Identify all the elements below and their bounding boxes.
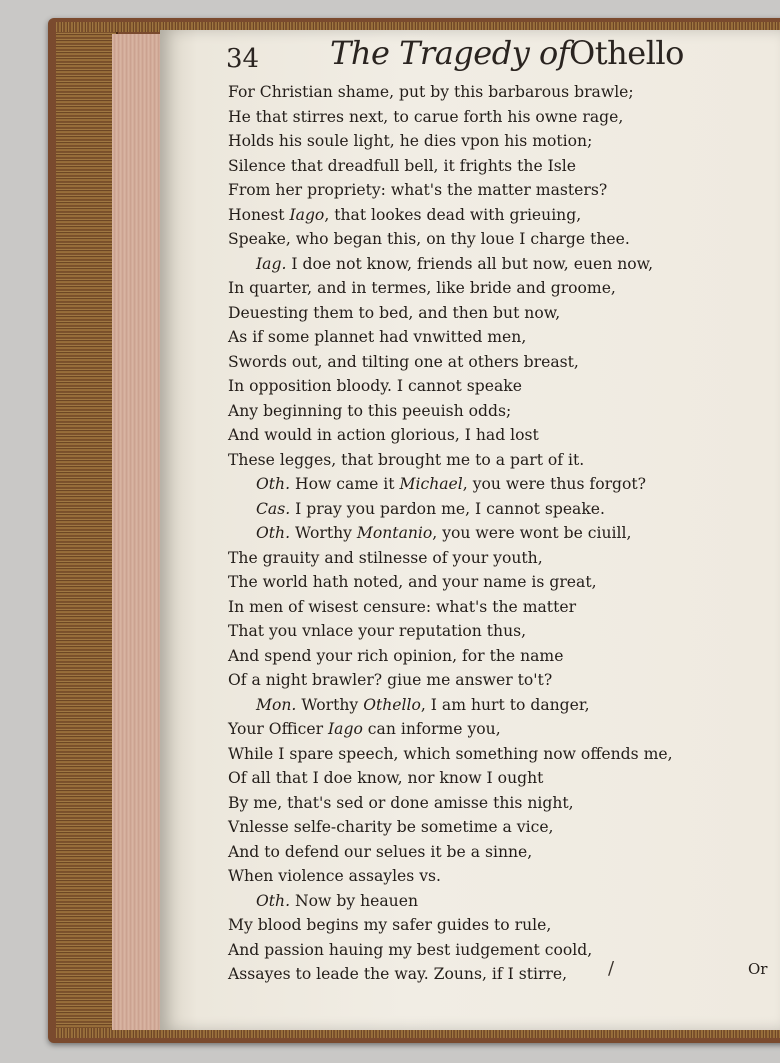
speaker-prefix: Cas. — [256, 499, 296, 518]
line-text: Deuesting them to bed, and then but now, — [228, 303, 561, 322]
line-text: I pray you pardon me, I cannot speake. — [295, 499, 605, 518]
line-text: He that stirres next, to carue forth his owne rage, — [228, 107, 624, 126]
line-text: I doe not know, friends all but now, euen now, — [291, 254, 654, 273]
line-text: Silence that dreadfull bell, it frights the Isle — [228, 156, 577, 175]
text-line — [228, 374, 768, 399]
line-text: That you vnlace your reputation thus, — [228, 622, 527, 640]
line-text: Swords out, and tilting one at others breast, — [228, 352, 579, 371]
text-line — [228, 325, 768, 350]
text-line — [228, 938, 768, 963]
text-line — [228, 864, 768, 889]
line-text: While I spare speech, which something now offends me, — [228, 744, 673, 763]
line-text: Any beginning to this peeuish odds; — [228, 401, 512, 420]
text-line — [228, 815, 768, 840]
gilt-border-left — [56, 24, 118, 1036]
line-text: Of a night brawler? giue me answer to't? — [228, 671, 553, 689]
title-name: Othello — [569, 34, 684, 72]
text-line — [228, 962, 768, 987]
text-line — [228, 105, 768, 130]
line-text: Worthy Montanio, you were wont be ciuill, — [295, 524, 632, 542]
text-line — [228, 129, 768, 154]
line-text: And would in action glorious, I had lost — [228, 426, 539, 444]
text-line — [228, 619, 768, 644]
speaker-prefix: Iag. — [256, 254, 292, 273]
text-line — [228, 668, 768, 693]
page-number: 34 — [226, 44, 260, 74]
pencil-mark: / — [608, 958, 615, 979]
line-text: And spend your rich opinion, for the name — [228, 646, 564, 665]
text-line — [228, 546, 768, 571]
play-text — [228, 80, 768, 987]
text-line — [228, 80, 768, 105]
line-text: The grauity and stilnesse of your youth, — [228, 548, 543, 567]
line-text: Holds his soule light, he dies vpon his motion; — [228, 132, 593, 150]
line-text: Of all that I doe know, nor know I ought — [228, 769, 544, 787]
line-text: By me, that's sed or done amisse this night, — [228, 793, 574, 812]
text-line — [228, 227, 768, 252]
text-line — [228, 521, 768, 546]
line-text: My blood begins my safer guides to rule, — [228, 916, 552, 934]
line-text: When violence assayles vs. — [228, 867, 442, 885]
line-text: Worthy Othello, I am hurt to danger, — [301, 695, 590, 714]
title-prefix: The Tragedy of — [330, 34, 570, 72]
running-title — [330, 34, 684, 72]
line-text: Honest Iago, that lookes dead with grieuing, — [228, 205, 582, 224]
text-line — [228, 423, 768, 448]
text-line — [228, 301, 768, 326]
speaker-prefix: Oth. — [256, 524, 296, 542]
speaker-prefix: Oth. — [256, 475, 296, 493]
text-line — [228, 276, 768, 301]
line-text: In quarter, and in termes, like bride and groome, — [228, 279, 616, 297]
text-line — [228, 791, 768, 816]
line-text: For Christian shame, put by this barbarous brawle; — [228, 83, 634, 101]
text-line — [228, 913, 768, 938]
line-text: Speake, who began this, on thy loue I charge thee. — [228, 230, 630, 248]
text-line — [228, 178, 768, 203]
line-text: In men of wisest censure: what's the matter — [228, 597, 577, 616]
text-line — [228, 595, 768, 620]
text-line — [228, 693, 768, 718]
text-line — [228, 570, 768, 595]
text-line — [228, 448, 768, 473]
line-text: Vnlesse selfe-charity be sometime a vice, — [228, 818, 554, 836]
line-text: As if some plannet had vnwitted men, — [228, 328, 527, 346]
line-text: From her propriety: what's the matter masters? — [228, 181, 608, 199]
speaker-prefix: Oth. — [256, 891, 296, 910]
text-line — [228, 472, 768, 497]
text-line — [228, 203, 768, 228]
text-line — [228, 742, 768, 767]
catchword: Or — [748, 960, 768, 978]
text-line — [228, 717, 768, 742]
line-text: Assayes to leade the way. Zouns, if I stirre, — [228, 965, 568, 983]
text-line — [228, 840, 768, 865]
line-text: How came it Michael, you were thus forgot? — [295, 475, 647, 493]
line-text: And to defend our selues it be a sinne, — [228, 842, 533, 861]
line-text: Now by heauen — [295, 891, 418, 910]
text-line — [228, 350, 768, 375]
text-line — [228, 766, 768, 791]
line-text: The world hath noted, and your name is great, — [228, 573, 597, 591]
speaker-prefix: Mon. — [256, 695, 302, 714]
text-line — [228, 497, 768, 522]
text-line — [228, 644, 768, 669]
line-text: Your Officer Iago can informe you, — [228, 720, 501, 738]
text-line — [228, 399, 768, 424]
line-text: In opposition bloody. I cannot speake — [228, 377, 522, 395]
text-line — [228, 154, 768, 179]
text-line — [228, 889, 768, 914]
text-line — [228, 252, 768, 277]
line-text: These legges, that brought me to a part of it. — [228, 450, 585, 469]
line-text: And passion hauing my best iudgement coold, — [228, 940, 593, 959]
